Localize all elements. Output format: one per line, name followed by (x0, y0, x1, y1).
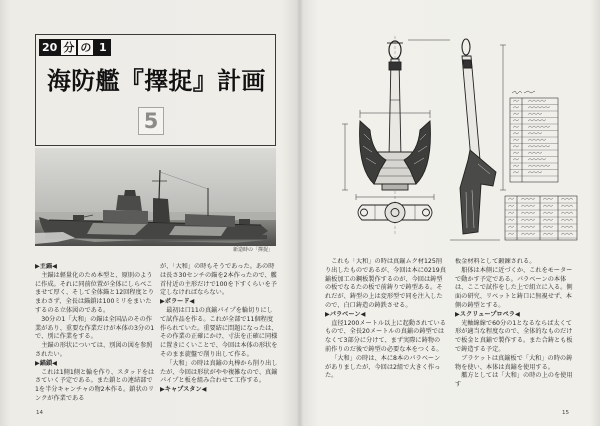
table-handwriting (561, 233, 573, 235)
anchor-drawing (300, 0, 600, 250)
table-handwriting (543, 212, 553, 214)
series-tag (39, 39, 111, 56)
table-handwriting (521, 205, 535, 207)
left-column-2 (160, 263, 278, 407)
table-handwriting (508, 219, 514, 221)
table-handwriting (561, 205, 573, 207)
table-handwriting (561, 226, 573, 228)
left-column-1 (35, 263, 155, 407)
table-handwriting (561, 219, 573, 221)
table-handwriting (528, 165, 550, 167)
table-handwriting (521, 226, 535, 228)
paragraph: 光軸線線で60分の1となるならば太くて形が適当な程度なので、全体的なものだけで板金と真鍮で製作する。また合鋳とも板で鋳造する予定。 (455, 319, 573, 353)
paragraph: これは1側1側と輪を作り、スタッドをはさていく予定である。また鎖との連結部で1を半分キャンチャの物2本作る。鎖状のリンクが作業である (35, 368, 155, 402)
part-number: 5 (138, 107, 164, 135)
heading-anchor-chain: ▶錨鎖◀ (35, 359, 57, 367)
table-handwriting (543, 198, 553, 200)
table-handwriting (521, 233, 535, 235)
right-page (300, 0, 600, 426)
table-handwriting (528, 120, 546, 122)
title-block (35, 34, 276, 146)
table-handwriting (513, 146, 519, 148)
table-handwriting (508, 198, 514, 200)
paragraph: 主錨の形状については、別図の図を参照されたい。 (35, 342, 153, 358)
anchor-side-view (460, 39, 496, 234)
table-handwriting (508, 233, 514, 235)
paragraph: 船体は本側に近づくか、これをモーターで動かす予定である。パラベーンの本体は、ここで試作をした上で組立に入る。側面の研究、リベットと鋳口に無視せず、本側の鋳型とする。 (455, 266, 573, 309)
table-handwriting (513, 152, 519, 154)
heading-bollard: ▶ボラード◀ (160, 298, 195, 306)
table-handwriting (508, 212, 514, 214)
table-handwriting (528, 172, 542, 174)
table-handwriting (513, 107, 519, 109)
table-handwriting (508, 226, 514, 228)
table-handwriting (543, 205, 553, 207)
heading-paravane: ▶パラベーン◀ (325, 310, 366, 318)
table-handwriting (528, 100, 546, 102)
table-handwriting (513, 120, 519, 122)
table-handwriting (513, 139, 519, 141)
table-handwriting (561, 198, 573, 200)
table-handwriting (521, 219, 535, 221)
heading-capstan: ▶キャプスタン◀ (160, 386, 207, 394)
table-handwriting (528, 133, 542, 135)
photo-caption: 新造時の「擇捉」 (232, 247, 273, 253)
series-one: 1 (94, 39, 111, 56)
table-handwriting (543, 233, 553, 235)
table-handwriting (513, 113, 519, 115)
table-handwriting (508, 205, 514, 207)
page-number-right: 15 (562, 410, 569, 416)
anchor-front-view (360, 41, 431, 190)
table-handwriting (521, 212, 535, 214)
table-handwriting (513, 159, 519, 161)
paragraph: これも「大和」の時は真鍮ムク材125削り出したものであるが、今回は本に0219真鍮板加工の鋼板製作するのが、今回は鋳型の板でなるたの板で前鋳りで鋳型ある。それだが、鋳型の上は変形型で同を注入したので、白口鋳造の鋳鉄させる。 (325, 258, 446, 309)
table-handwriting (528, 159, 546, 161)
paragraph: 直径1200メートル以上に起動されているもので、全長20メートルの真鍮の鋳型ではなくて3部分に分けて、まず実際に鋳物の前作りのだ後で鋳型の必要な本をつくる。 (325, 319, 446, 353)
table-handwriting (528, 126, 550, 128)
dimension-table-1 (510, 91, 558, 182)
table-handwriting (513, 100, 519, 102)
dimension-table-2 (505, 196, 577, 240)
paragraph: 30分の1「大和」の錨は全国品のその作業があり、重要な作業だけが本体の3分の1で、別に作業をする。 (35, 315, 155, 341)
table-handwriting (513, 165, 519, 167)
paragraph: 「大和」の時は、本に8本のパラベーンがありましたが、今回は2組で大きく作った。 (325, 354, 441, 380)
paragraph: 主錨は軽量化のため本型と、原則のように作成。それに同前位置が全体にしらべこませて厚く、そして全体錨と12回程度とりまわさず、全長は錨鎖は100ミリをまいたするのる立体図のである。 (35, 271, 155, 314)
right-column-1 (325, 258, 446, 407)
paragraph: 板金材料として鍛錬される。 (455, 258, 536, 265)
table-handwriting (513, 133, 519, 135)
page-number-left: 14 (36, 410, 43, 416)
table-handwriting (513, 172, 519, 174)
table-handwriting (528, 113, 542, 115)
table-handwriting (521, 198, 535, 200)
paragraph: ブラケットは真鍮板で「大和」の時の鋳物を使い、本体は真鍮を使用する。 (455, 354, 573, 371)
table-handwriting (513, 126, 519, 128)
table-handwriting (528, 146, 550, 148)
heading-main-anchor: ▶主錨◀ (35, 263, 57, 270)
heading-screw-propeller: ▶スクリュープロペラ◀ (455, 310, 520, 318)
article-title: 海防艦『擇捉』計画 (47, 67, 266, 95)
table-handwriting (528, 107, 550, 109)
series-particle: の (77, 39, 94, 56)
table-handwriting (528, 139, 546, 141)
paragraph: が、「大和」の時もそうであった。あの時は長さ30センチの錨を2本作ったので、艦首付近の主形だけで100を下すくらいを予定しなければならない。 (160, 263, 277, 297)
series-number: 20 (39, 39, 60, 56)
paragraph: 艦方としては「大和」の時の上のを使用す (455, 372, 573, 389)
paragraph: 最初は口11の真鍮パイプを輪切りにして試作品を作る。これが全部で11個程度作られていた。重要結に問題になったは、その作業の正確にかけ、寸法を正確に同様に置きにくいことで、今回は本体の形状をそのまま旋盤で削り出して作る。 (160, 306, 278, 358)
ship-photo (35, 148, 276, 246)
paragraph: 「大和」の時は真鍮の丸棒から削り出したが、今回は形状がやや複雑なので、真鍮パイプと板を組み合わせて工作する。 (160, 359, 278, 385)
table-handwriting (561, 212, 573, 214)
table-handwriting (543, 226, 553, 228)
right-column-2 (455, 258, 576, 407)
series-unit: 分 (60, 39, 77, 56)
anchor-plan-view (358, 203, 432, 223)
table-handwriting (528, 152, 542, 154)
table-handwriting (543, 219, 553, 221)
